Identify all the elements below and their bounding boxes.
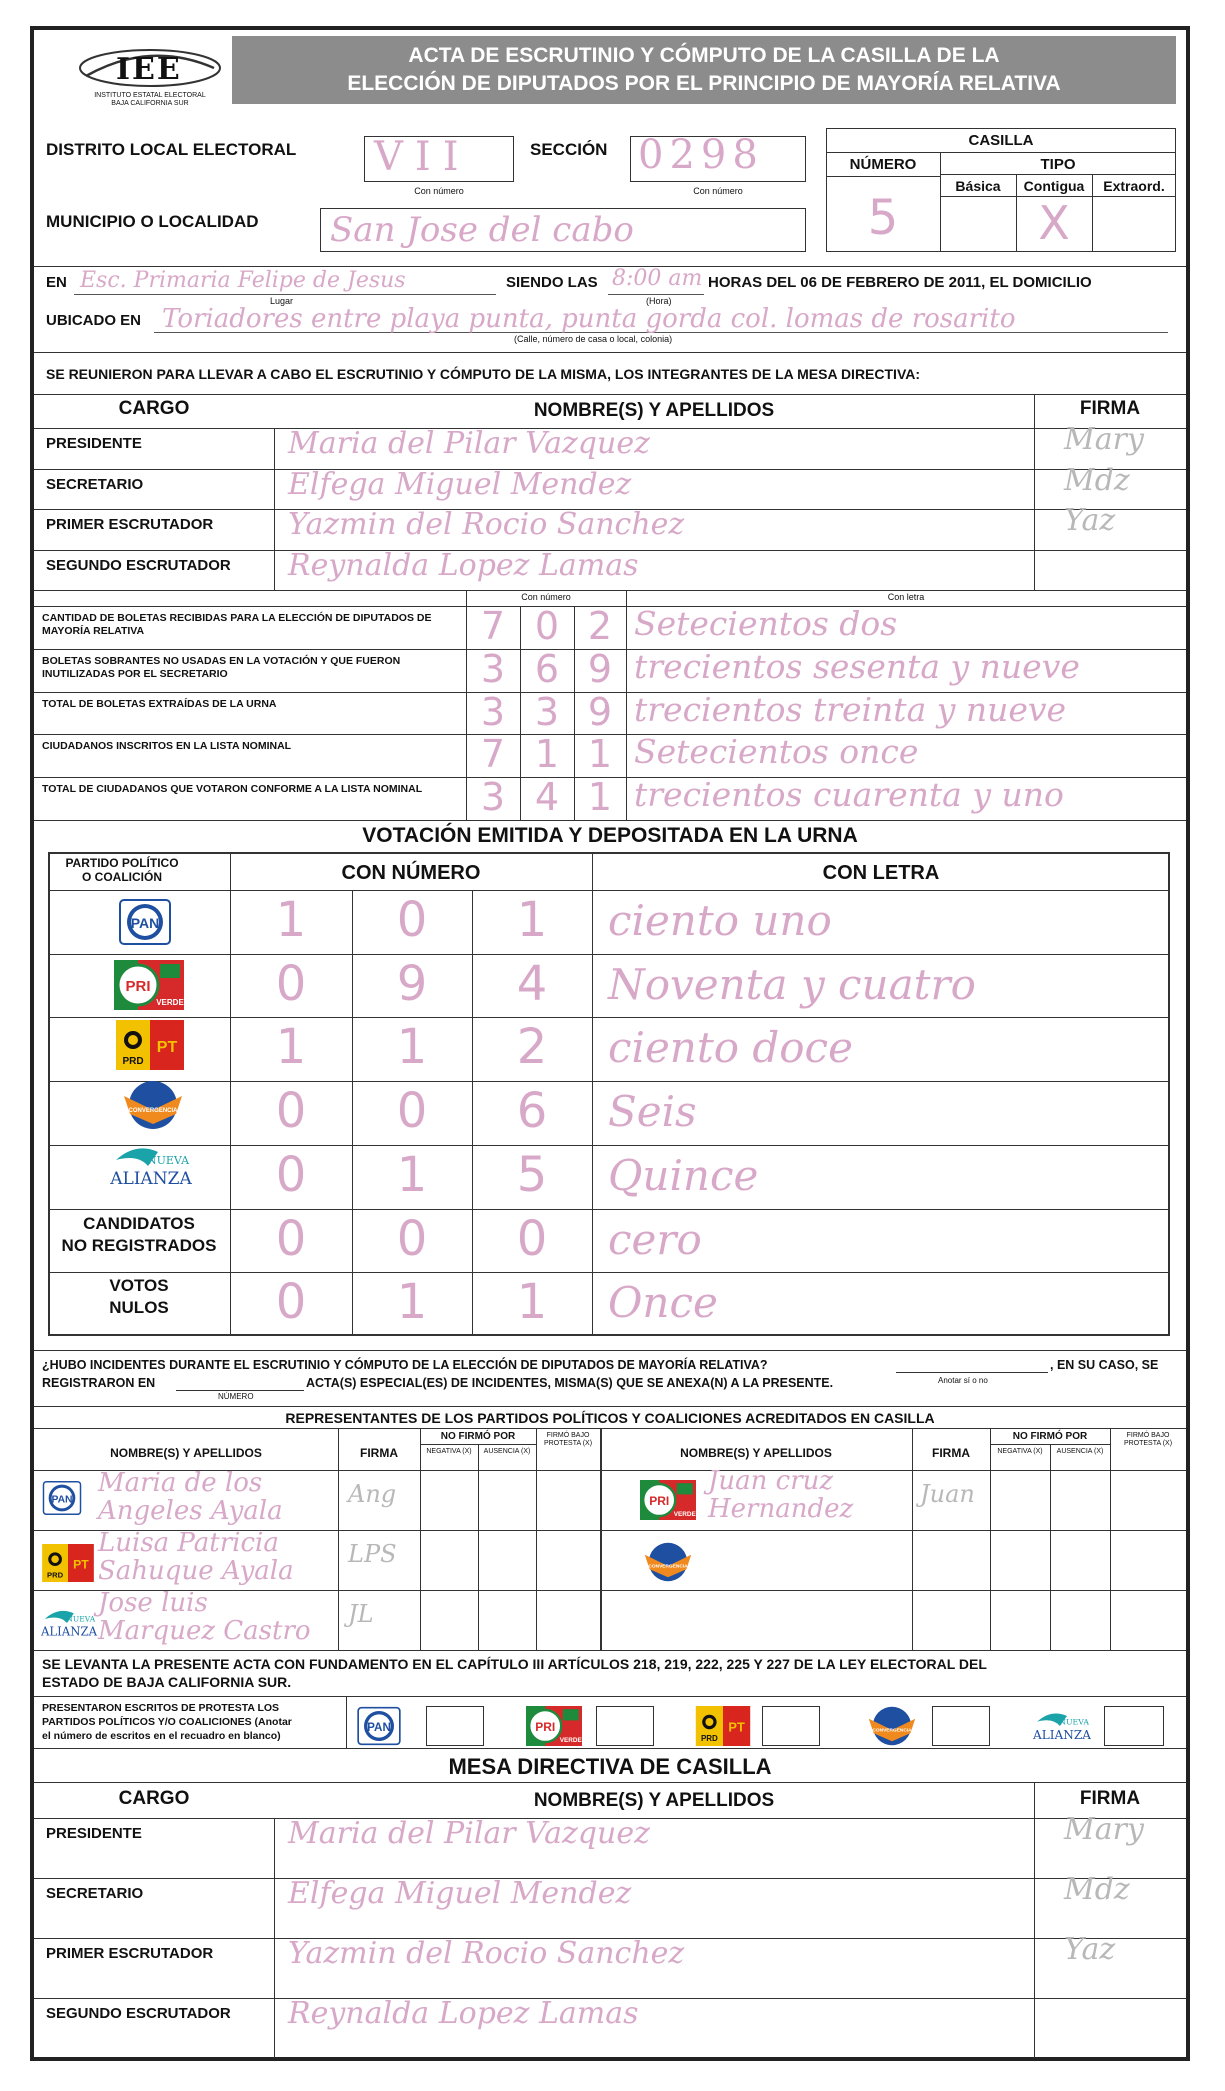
incidentes-line-2a: REGISTRARON EN: [42, 1376, 156, 1390]
rep-left-firma-2: JL: [348, 1600, 374, 1628]
votacion-d2-5: 0: [396, 1210, 428, 1267]
boletas-letra-4: trecientos cuarenta y uno: [634, 775, 1064, 815]
boletas-d3-2: 9: [587, 689, 613, 734]
votacion-letra-1: Noventa y cuatro: [608, 959, 976, 1009]
mesa1-cargo-3: SEGUNDO ESCRUTADOR: [46, 556, 231, 574]
mesa1-firma-1: Mdz: [1064, 462, 1130, 498]
votacion-title: VOTACIÓN EMITIDA Y DEPOSITADA EN LA URNA: [362, 824, 858, 847]
votacion-letra-3: Seis: [608, 1087, 697, 1137]
municipio-value: San Jose del cabo: [330, 210, 634, 250]
rep-pan-logo-text: PAN: [51, 1494, 73, 1506]
incidentes-line-1: ¿HUBO INCIDENTES DURANTE EL ESCRUTINIO Y CÓMPUTO DE LA ELECCIÓN DE DIPUTADOS DE MAYORÍA RELATIVA?: [42, 1358, 768, 1372]
incidentes-line-1b: , EN SU CASO, SE: [1050, 1358, 1159, 1372]
votacion-d2-6: 1: [396, 1274, 428, 1331]
escritos-alianza-logo-text: ALIANZA: [1033, 1727, 1091, 1742]
domicilio-caption: (Calle, número de casa o local, colonia): [514, 334, 673, 344]
hora-caption: (Hora): [646, 296, 672, 306]
votacion-d1-1: 0: [275, 955, 307, 1012]
rep-left-name1-1: Luisa Patricia: [98, 1528, 279, 1558]
casilla-tipo-label: TIPO: [1040, 156, 1076, 173]
rep-right-negativa: NEGATIVA (X): [997, 1448, 1043, 1455]
boletas-d2-3: 1: [534, 732, 560, 777]
rep-nueva-logo-text: NUEVA: [66, 1614, 96, 1624]
votacion-letra-2: ciento doce: [608, 1023, 853, 1073]
votacion-d1-2: 1: [275, 1019, 307, 1076]
votacion-logo-pan: [118, 898, 172, 951]
mesa2-nombre-2: Yazmin del Rocio Sanchez: [288, 1936, 685, 1971]
rep-left-name2-2: Marquez Castro: [98, 1616, 311, 1646]
mesa1-firma-0: Mary: [1064, 422, 1144, 457]
rep-left-nombres-header: NOMBRE(S) Y APELLIDOS: [110, 1446, 262, 1460]
iee-logo-sub2: BAJA CALIFORNIA SUR: [111, 100, 189, 107]
escritos-pan-logo-text: PAN: [367, 1721, 391, 1734]
seccion-value: 0298: [638, 132, 764, 178]
mesa1-nombre-0: Maria del Pilar Vazquez: [288, 426, 650, 461]
rep-logo-prd-pt: [40, 1544, 96, 1587]
mesa2-nombre-0: Maria del Pilar Vazquez: [288, 1816, 650, 1851]
title-line-1: ACTA DE ESCRUTINIO Y CÓMPUTO DE LA CASILLA DE LA: [408, 44, 1000, 67]
escritos-logo-pan: [356, 1706, 402, 1751]
votacion-partido-header: PARTIDO POLÍTICO O COALICIÓN: [65, 856, 179, 884]
casilla-numero-value: 5: [867, 190, 899, 246]
conv-logo-text: CONVERGENCIA: [128, 1108, 178, 1114]
mesa1-firma-header: FIRMA: [1079, 398, 1141, 419]
rep-convergencia-logo-icon: [640, 1542, 696, 1582]
rep-left-firma-0: Ang: [348, 1480, 397, 1508]
escritos-verde-logo-text: VERDE: [559, 1737, 582, 1744]
title-line-2: ELECCIÓN DE DIPUTADOS POR EL PRINCIPIO DE MAYORÍA RELATIVA: [347, 72, 1061, 95]
boletas-letra-1: trecientos sesenta y nueve: [634, 646, 1080, 686]
rep-right-name1-0: Juan cruz: [708, 1466, 834, 1496]
votacion-logo-pri-verde: [114, 960, 184, 1015]
incidentes-numero-caption: NÚMERO: [218, 1392, 254, 1401]
rep-alianza-logo-text: ALIANZA: [40, 1624, 98, 1639]
acta-document: [30, 26, 1190, 2061]
mesa2-title: MESA DIRECTIVA DE CASILLA: [448, 1754, 772, 1779]
seccion-caption: Con número: [693, 186, 743, 196]
representantes-title: REPRESENTANTES DE LOS PARTIDOS POLÍTICOS Y COALICIONES ACREDITADOS EN CASILLA: [285, 1410, 935, 1426]
rep-left-name2-1: Sahuque Ayala: [98, 1556, 294, 1586]
rep-left-name2-0: Angeles Ayala: [98, 1496, 283, 1526]
rep-conv-logo-text: CONVERGENCIA: [648, 1564, 688, 1570]
votacion-d1-0: 1: [275, 892, 307, 948]
escritos-box-pri-verde[interactable]: [596, 1706, 654, 1746]
votacion-d2-1: 9: [396, 955, 428, 1012]
mesa2-cargo-0: PRESIDENTE: [46, 1825, 142, 1842]
escritos-pt-logo-text: PT: [728, 1719, 745, 1735]
distrito-value: VII: [374, 134, 471, 180]
mesa2-firma-0: Mary: [1064, 1812, 1144, 1847]
votacion-logo-prd-pt: [116, 1020, 184, 1075]
votacion-letra-5: cero: [608, 1214, 702, 1264]
escritos-line-3: el número de escritos en el recuadro en blanco): [42, 1730, 281, 1742]
rep-right-nombres-header: NOMBRE(S) Y APELLIDOS: [680, 1446, 832, 1460]
rep-left-ausencia: AUSENCIA (X): [483, 1448, 531, 1455]
votacion-d3-1: 4: [516, 955, 548, 1012]
pan-logo-icon: [118, 898, 172, 946]
distrito-caption: Con número: [414, 186, 464, 196]
candidatos-label-2: NO REGISTRADOS: [61, 1236, 217, 1255]
escritos-logo-nueva-alianza: [1030, 1706, 1094, 1751]
mesa1-nombre-3: Reynalda Lopez Lamas: [288, 547, 639, 583]
casilla-title: CASILLA: [968, 132, 1034, 149]
votacion-d3-4: 5: [516, 1146, 548, 1203]
mesa2-cargo-1: SECRETARIO: [46, 1885, 144, 1902]
convergencia-logo-icon: [118, 1080, 188, 1130]
nueva-logo-text: NUEVA: [146, 1154, 190, 1167]
nulos-label-1: VOTOS: [109, 1276, 169, 1295]
boletas-letra-3: Setecientos once: [634, 732, 919, 772]
votacion-letra-0: ciento uno: [608, 896, 832, 945]
votacion-d1-3: 0: [275, 1083, 307, 1140]
votacion-logo-nueva-alianza: [106, 1140, 196, 1197]
rep-left-firma-1: LPS: [348, 1540, 397, 1568]
rep-right-firma-header: FIRMA: [932, 1446, 970, 1460]
escritos-pri-logo-text: PRI: [535, 1719, 556, 1734]
casilla-extraord: Extraord.: [1103, 178, 1165, 194]
reunieron-text: SE REUNIERON PARA LLEVAR A CABO EL ESCRUTINIO Y CÓMPUTO DE LA MISMA, LOS INTEGRANTES DE LA MESA DIRECTIVA:: [46, 366, 921, 382]
casilla-basica: Básica: [955, 178, 1001, 194]
rep-left-name1-2: Jose luis: [98, 1588, 208, 1618]
boletas-letra-0: Setecientos dos: [634, 604, 898, 643]
mesa2-nombre-1: Elfega Miguel Mendez: [288, 1876, 632, 1911]
title-banner: [232, 36, 1176, 104]
escritos-prd-pt-logo-icon: [694, 1706, 752, 1746]
rep-pt-logo-text: PT: [73, 1557, 89, 1572]
boletas-d3-0: 2: [587, 604, 613, 648]
boletas-d1-2: 3: [480, 689, 506, 734]
mesa2-cargo-2: PRIMER ESCRUTADOR: [46, 1945, 214, 1962]
escritos-logo-pri-verde: [526, 1706, 582, 1751]
lugar-value: Esc. Primaria Felipe de Jesus: [80, 268, 406, 293]
incidentes-line-2b: ACTA(S) ESPECIAL(ES) DE INCIDENTES, MISMA(S) QUE SE ANEXA(N) A LA PRESENTE.: [306, 1376, 834, 1390]
iee-logo-text: IEE: [116, 52, 182, 87]
votacion-d3-5: 0: [516, 1210, 548, 1267]
rep-right-ausencia: AUSENCIA (X): [1056, 1448, 1104, 1455]
votacion-d2-3: 0: [396, 1083, 428, 1140]
mesa1-cargo-header: CARGO: [118, 398, 190, 419]
boletas-d1-1: 3: [480, 646, 506, 691]
boletas-d3-1: 9: [587, 646, 613, 691]
votacion-con-letra-header: CON LETRA: [822, 862, 940, 884]
rep-logo-convergencia: [640, 1542, 696, 1587]
rep-prd-logo-text: PRD: [47, 1570, 64, 1580]
boletas-d1-0: 7: [480, 604, 506, 648]
escritos-pan-logo-icon: [356, 1706, 402, 1746]
verde-logo-text: VERDE: [156, 998, 184, 1007]
rep-right-nofirmo-header: NO FIRMÓ POR: [1012, 1431, 1088, 1442]
escritos-box-prd-pt[interactable]: [762, 1706, 820, 1746]
escritos-nueva-logo-text: NUEVA: [1059, 1717, 1090, 1727]
casilla-contigua: Contigua: [1023, 178, 1085, 194]
hora-value: 8:00 am: [612, 266, 703, 291]
rep-prd-pt-logo-icon: [40, 1544, 96, 1582]
rep-right-name2-0: Hernandez: [708, 1494, 854, 1524]
mesa1-nombre-2: Yazmin del Rocio Sanchez: [288, 507, 685, 542]
boletas-label-4: TOTAL DE CIUDADANOS QUE VOTARON CONFORME A LA LISTA NOMINAL: [42, 783, 423, 796]
votacion-d3-6: 1: [516, 1274, 548, 1331]
municipio-label: MUNICIPIO O LOCALIDAD: [46, 212, 259, 231]
mesa2-firma-2: Yaz: [1064, 1932, 1116, 1967]
prd-logo-text: PRD: [122, 1056, 144, 1067]
votacion-d3-2: 2: [516, 1019, 548, 1076]
siendo-label: SIENDO LAS: [506, 274, 598, 291]
rep-left-firma-header: FIRMA: [360, 1446, 398, 1460]
boletas-d1-3: 7: [480, 732, 506, 777]
votacion-d3-0: 1: [516, 892, 548, 948]
votacion-d1-4: 0: [275, 1146, 307, 1203]
fundamento-line-2: ESTADO DE BAJA CALIFORNIA SUR.: [42, 1674, 292, 1690]
mesa2-firma-header: FIRMA: [1079, 1788, 1141, 1809]
rep-left-negativa: NEGATIVA (X): [426, 1448, 472, 1455]
en-label: EN: [46, 274, 67, 291]
casilla-contigua-mark: X: [1038, 196, 1070, 250]
votacion-d3-3: 6: [516, 1083, 548, 1140]
alianza-logo-text: ALIANZA: [110, 1169, 192, 1189]
boletas-label-1: BOLETAS SOBRANTES NO USADAS EN LA VOTACIÓN Y QUE FUERON INUTILIZADAS POR EL SECRETARIO: [42, 654, 401, 680]
escritos-box-convergencia[interactable]: [932, 1706, 990, 1746]
escritos-box-nueva-alianza[interactable]: [1104, 1706, 1164, 1746]
mesa2-nombre-3: Reynalda Lopez Lamas: [288, 1996, 639, 2031]
incidentes-anotar: Anotar sí o no: [938, 1376, 988, 1385]
rep-pan-logo-icon: [42, 1480, 82, 1516]
iee-logo-sub1: INSTITUTO ESTATAL ELECTORAL: [94, 92, 206, 99]
pan-logo-text: PAN: [130, 915, 160, 931]
mesa2-cargo-header: CARGO: [118, 1788, 190, 1809]
escritos-pri-verde-logo-icon: [526, 1706, 582, 1746]
rep-pri-verde-logo-icon: [640, 1480, 696, 1520]
rep-right-protesta: FIRMÓ BAJO PROTESTA (X): [1123, 1432, 1173, 1447]
votacion-d2-4: 1: [396, 1146, 428, 1203]
escritos-line-2: PARTIDOS POLÍTICOS Y/O COALICIONES (Anotar: [42, 1716, 292, 1728]
mesa1-nombre-1: Elfega Miguel Mendez: [288, 466, 632, 502]
boletas-d2-0: 0: [534, 604, 560, 648]
mesa1-nombres-header: NOMBRE(S) Y APELLIDOS: [533, 400, 775, 421]
rep-pri-logo-text: PRI: [649, 1493, 670, 1508]
fundamento-line-1: SE LEVANTA LA PRESENTE ACTA CON FUNDAMENTO EN EL CAPÍTULO III ARTÍCULOS 218, 219, 222, 225 Y 227 DE LA LEY ELECTORAL DEL: [42, 1656, 987, 1672]
mesa2-nombres-header: NOMBRE(S) Y APELLIDOS: [533, 1790, 775, 1811]
candidatos-label-1: CANDIDATOS: [83, 1214, 195, 1233]
boletas-d1-4: 3: [480, 775, 506, 820]
escritos-line-1: PRESENTARON ESCRITOS DE PROTESTA LOS: [42, 1702, 280, 1714]
rep-logo-pri-verde: [640, 1480, 696, 1525]
votacion-con-numero-header: CON NÚMERO: [341, 862, 481, 884]
rep-left-nofirmo-header: NO FIRMÓ POR: [440, 1431, 516, 1442]
boletas-con-numero: Con número: [521, 592, 571, 602]
nueva-alianza-logo-icon: [106, 1140, 196, 1192]
votacion-d2-2: 1: [396, 1019, 428, 1076]
mesa1-cargo-2: PRIMER ESCRUTADOR: [46, 516, 214, 533]
boletas-label-3: CIUDADANOS INSCRITOS EN LA LISTA NOMINAL: [42, 740, 292, 753]
escritos-conv-logo-text: CONVERGENCIA: [872, 1728, 912, 1734]
pri-verde-logo-icon: [114, 960, 184, 1010]
escritos-logo-convergencia: [864, 1706, 920, 1751]
pri-logo-text: PRI: [125, 978, 151, 995]
votacion-d2-0: 0: [396, 892, 428, 948]
boletas-d3-3: 1: [587, 732, 613, 777]
boletas-d2-1: 6: [534, 646, 560, 691]
seccion-label: SECCIÓN: [530, 140, 608, 159]
horas-text: HORAS DEL 06 DE FEBRERO DE 2011, EL DOMICILIO: [708, 274, 1092, 291]
prd-pt-logo-icon: [116, 1020, 184, 1070]
escritos-logo-prd-pt: [694, 1706, 752, 1751]
mesa2-firma-1: Mdz: [1064, 1872, 1130, 1907]
boletas-d2-4: 4: [534, 775, 560, 820]
casilla-numero-label: NÚMERO: [849, 156, 917, 173]
boletas-con-letra: Con letra: [887, 592, 925, 602]
votacion-logo-convergencia: [118, 1080, 188, 1135]
nulos-label-2: NULOS: [109, 1298, 169, 1317]
votacion-d1-5: 0: [275, 1210, 307, 1267]
boletas-label-2: TOTAL DE BOLETAS EXTRAÍDAS DE LA URNA: [42, 697, 277, 710]
lugar-caption: Lugar: [270, 296, 294, 306]
votacion-letra-6: Once: [608, 1278, 718, 1328]
votacion-d1-6: 0: [275, 1274, 307, 1331]
mesa1-cargo-0: PRESIDENTE: [46, 435, 142, 452]
ubicado-label: UBICADO EN: [46, 312, 142, 329]
rep-left-protesta: FIRMÓ BAJO PROTESTA (X): [543, 1432, 593, 1447]
escritos-box-pan[interactable]: [426, 1706, 484, 1746]
mesa2-cargo-3: SEGUNDO ESCRUTADOR: [46, 2005, 231, 2022]
boletas-letra-2: trecientos treinta y nueve: [634, 689, 1067, 729]
boletas-d3-4: 1: [587, 775, 613, 820]
domicilio-value: Toriadores entre playa punta, punta gorda col. lomas de rosarito: [162, 304, 1016, 334]
rep-logo-nueva-alianza: [38, 1604, 100, 1647]
boletas-label-0: CANTIDAD DE BOLETAS RECIBIDAS PARA LA ELECCIÓN DE DIPUTADOS DE MAYORÍA RELATIVA: [42, 612, 432, 637]
mesa1-firma-2: Yaz: [1064, 503, 1116, 538]
escritos-convergencia-logo-icon: [864, 1706, 920, 1746]
rep-left-name1-0: Maria de los: [98, 1468, 263, 1498]
pt-logo-text: PT: [156, 1039, 178, 1056]
escritos-prd-logo-text: PRD: [700, 1734, 718, 1744]
votacion-letra-4: Quince: [608, 1150, 759, 1200]
mesa1-cargo-1: SECRETARIO: [46, 475, 144, 493]
rep-nueva-alianza-logo-icon: [38, 1604, 100, 1642]
iee-logo: [76, 46, 224, 108]
boletas-d2-2: 3: [534, 689, 560, 734]
distrito-label: DISTRITO LOCAL ELECTORAL: [46, 140, 297, 159]
rep-right-firma-0: Juan: [920, 1480, 975, 1508]
escritos-nueva-alianza-logo-icon: [1030, 1706, 1094, 1746]
rep-logo-pan: [42, 1480, 82, 1521]
rep-verde-logo-text: VERDE: [673, 1511, 696, 1518]
